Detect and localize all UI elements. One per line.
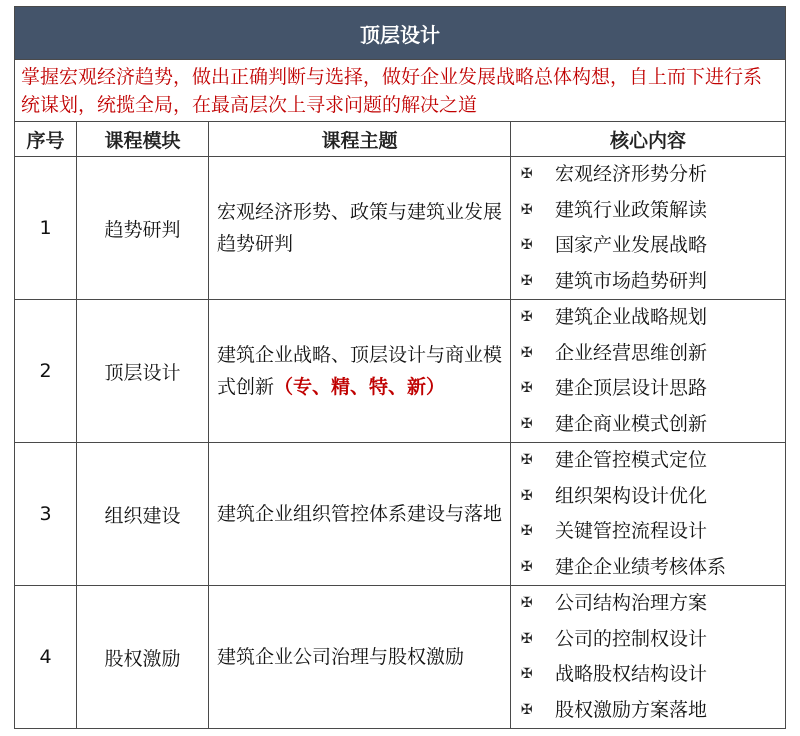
row-module: 股权激励 <box>77 586 209 729</box>
row-topic-text: 建筑企业战略、顶层设计与商业模式创新 <box>217 344 503 398</box>
content-list <box>511 586 785 728</box>
maltese-cross-icon: ✠ <box>521 237 533 253</box>
row-number: 2 <box>15 300 77 443</box>
list-item <box>521 657 785 693</box>
list-item <box>521 193 785 229</box>
row-number: 4 <box>15 586 77 729</box>
table-row <box>15 157 786 300</box>
list-item <box>521 157 785 193</box>
maltese-cross-icon: ✠ <box>521 558 533 575</box>
list-item <box>521 443 785 479</box>
list-item <box>521 550 785 586</box>
list-item-text: 关键管控流程设计 <box>555 520 708 542</box>
header-no: 序号 <box>15 122 77 157</box>
row-topic-text: 宏观经济形势、政策与建筑业发展趋势研判 <box>217 201 503 255</box>
row-content <box>511 157 786 300</box>
list-item <box>521 228 785 264</box>
maltese-cross-icon: ✠ <box>521 380 533 396</box>
list-item-text: 公司的控制权设计 <box>555 627 708 650</box>
list-item-text: 组织架构设计优化 <box>555 484 708 507</box>
maltese-cross-icon: ✠ <box>521 701 533 718</box>
list-item-text: 建企管控模式定位 <box>555 449 708 471</box>
list-item <box>521 407 785 443</box>
row-topic <box>209 586 511 729</box>
intro-text: 掌握宏观经济趋势，做出正确判断与选择，做好企业发展战略总体构想，自上而下进行系统谋划，统揽全局，在最高层次上寻求问题的解决之道 <box>15 60 786 122</box>
row-module: 组织建设 <box>77 443 209 586</box>
maltese-cross-icon: ✠ <box>521 487 533 504</box>
list-item-text: 建企商业模式创新 <box>555 412 708 435</box>
maltese-cross-icon: ✠ <box>521 272 533 289</box>
row-topic <box>209 300 511 443</box>
list-item <box>521 371 785 407</box>
list-item-text: 建筑行业政策解读 <box>555 198 708 221</box>
maltese-cross-icon: ✠ <box>521 630 533 647</box>
list-item-text: 建企企业绩考核体系 <box>555 555 727 578</box>
list-item-text: 建筑市场趋势研判 <box>555 269 708 292</box>
row-topic <box>209 443 511 586</box>
table-title: 顶层设计 <box>15 7 786 60</box>
list-item-text: 建企顶层设计思路 <box>555 377 708 399</box>
course-table <box>14 6 786 729</box>
header-row <box>15 122 786 157</box>
maltese-cross-icon: ✠ <box>521 595 533 611</box>
maltese-cross-icon: ✠ <box>521 166 533 182</box>
list-item <box>521 586 785 622</box>
list-item <box>521 693 785 729</box>
table-row <box>15 586 786 729</box>
list-item-text: 战略股权结构设计 <box>555 663 708 685</box>
list-item <box>521 479 785 515</box>
list-item <box>521 336 785 372</box>
maltese-cross-icon: ✠ <box>521 666 533 682</box>
title-row <box>15 7 786 60</box>
row-topic <box>209 157 511 300</box>
list-item-text: 股权激励方案落地 <box>555 698 708 721</box>
header-module: 课程模块 <box>77 122 209 157</box>
row-number: 3 <box>15 443 77 586</box>
list-item <box>521 622 785 658</box>
row-number: 1 <box>15 157 77 300</box>
row-module: 顶层设计 <box>77 300 209 443</box>
course-table-container <box>14 6 785 729</box>
maltese-cross-icon: ✠ <box>521 415 533 432</box>
list-item-text: 企业经营思维创新 <box>555 341 708 364</box>
list-item <box>521 514 785 550</box>
header-content: 核心内容 <box>511 122 786 157</box>
row-module: 趋势研判 <box>77 157 209 300</box>
row-content <box>511 586 786 729</box>
list-item-text: 建筑企业战略规划 <box>555 306 708 328</box>
list-item-text: 公司结构治理方案 <box>555 592 708 614</box>
maltese-cross-icon: ✠ <box>521 452 533 468</box>
maltese-cross-icon: ✠ <box>521 201 533 218</box>
list-item-text: 宏观经济形势分析 <box>555 163 708 185</box>
row-content <box>511 443 786 586</box>
intro-row <box>15 60 786 122</box>
table-row <box>15 300 786 443</box>
content-list <box>511 300 785 442</box>
list-item-text: 国家产业发展战略 <box>555 234 708 256</box>
row-topic-text: 建筑企业组织管控体系建设与落地 <box>217 503 503 525</box>
content-list <box>511 443 785 585</box>
list-item <box>521 264 785 300</box>
content-list <box>511 157 785 299</box>
list-item <box>521 300 785 336</box>
row-content <box>511 300 786 443</box>
header-topic: 课程主题 <box>209 122 511 157</box>
row-topic-text: 建筑企业公司治理与股权激励 <box>217 646 465 668</box>
maltese-cross-icon: ✠ <box>521 523 533 539</box>
maltese-cross-icon: ✠ <box>521 309 533 325</box>
row-topic-highlight: （专、精、特、新） <box>274 376 446 398</box>
maltese-cross-icon: ✠ <box>521 344 533 361</box>
table-row <box>15 443 786 586</box>
